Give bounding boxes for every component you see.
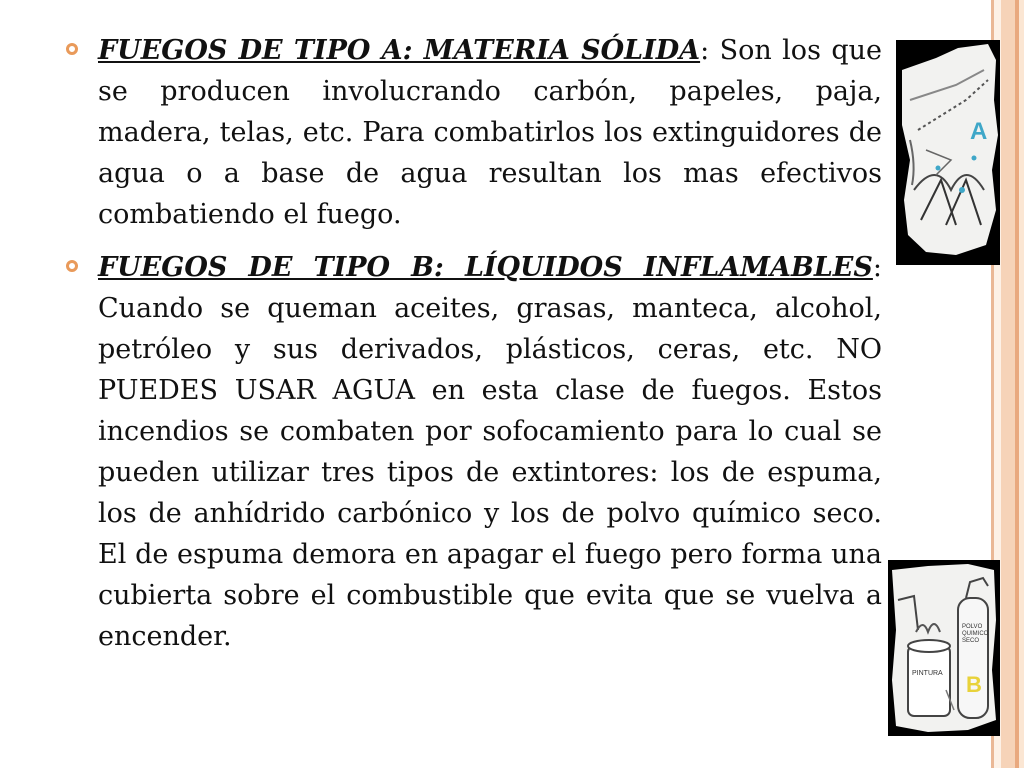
bullet-icon bbox=[66, 260, 78, 272]
bullet-paragraph bbox=[98, 30, 882, 235]
class-b-fire-illustration bbox=[888, 560, 1000, 736]
bullet-body: Son los que se producen involucrando carbón, papeles, paja, madera, telas, etc. Para combatirlos los extinguidores de agua o a base de agua resultan los mas efectivos combatiendo el fuego. bbox=[98, 35, 882, 230]
border-stripe bbox=[1019, 0, 1024, 768]
border-stripe bbox=[1001, 0, 1015, 768]
class-b-letter: B bbox=[966, 672, 982, 697]
bullet-item-type-a bbox=[66, 30, 882, 235]
bullet-item-type-b bbox=[66, 247, 882, 657]
class-a-fire-illustration bbox=[896, 40, 1000, 265]
bullet-paragraph bbox=[98, 247, 882, 657]
slide-content bbox=[66, 30, 882, 669]
heading-separator: : bbox=[872, 252, 882, 283]
class-a-letter: A bbox=[970, 118, 988, 145]
burning-solids-icon bbox=[896, 40, 1000, 265]
extinguisher-label: POLVO QUIMICO SECO bbox=[962, 624, 989, 644]
bullet-heading: FUEGOS DE TIPO B: LÍQUIDOS INFLAMABLES bbox=[98, 252, 873, 283]
bullet-body: Cuando se queman aceites, grasas, manteca, alcohol, petróleo y sus derivados, plásticos, ceras, etc. NO PUEDES USAR AGUA en esta clase de fuegos. Estos incendios se combaten por sofocamiento para lo cual se pueden utilizar tres tipos de extintores: los de espuma, los de anhídrido carbónico y los de polvo químico seco. El de espuma demora en apagar el fuego pero forma una cubierta sobre el combustible que evita que se vuelva a encender. bbox=[98, 293, 882, 652]
bullet-icon bbox=[66, 43, 78, 55]
heading-separator: : bbox=[700, 35, 710, 66]
paint-can-label: PINTURA bbox=[912, 670, 943, 677]
liquid-fire-extinguisher-icon bbox=[888, 560, 1000, 736]
bullet-heading: FUEGOS DE TIPO A: MATERIA SÓLIDA bbox=[98, 35, 701, 66]
